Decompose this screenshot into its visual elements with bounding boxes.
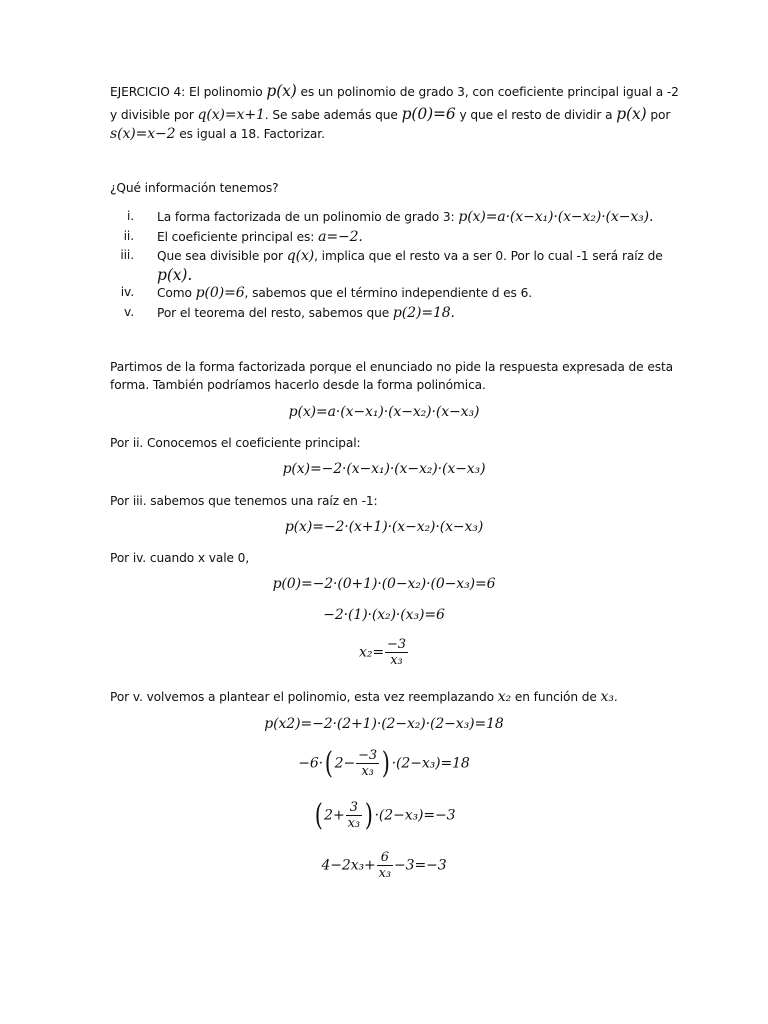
math-sx: s(x)=x−2 (110, 126, 176, 142)
list-text (157, 229, 363, 245)
exercise-text: y que el resto de dividir a (455, 108, 617, 122)
equation-8 (0, 745, 768, 781)
equation-8-inner: 2− (334, 755, 356, 772)
equation-10-suffix: −3=−3 (394, 857, 447, 874)
list-math: p(2)=18. (392, 305, 455, 321)
por-iii-text: Por iii. sabemos que tenemos una raíz en -1: (110, 494, 378, 508)
fraction-numerator: 6 (377, 850, 393, 866)
fraction-numerator: −3 (358, 748, 378, 763)
exercise-text: . Se sabe además que (264, 108, 402, 122)
fraction-numerator: 3 (346, 800, 362, 816)
equation-6 (0, 637, 768, 668)
fraction-numerator: −3 (386, 637, 406, 652)
paragraph-line-1: Partimos de la forma factorizada porque el enunciado no pide la respuesta expresada de esta (110, 360, 674, 374)
por-v-text (110, 689, 618, 705)
fraction (346, 800, 362, 831)
equation-1: p(x)=a·(x−x₁)·(x−x₂)·(x−x₃) (288, 404, 480, 420)
list-text (157, 266, 192, 284)
exercise-text: y divisible por (110, 108, 198, 122)
por-v-text-part: . (613, 690, 618, 704)
equation-6-lhs: x₂= (359, 644, 384, 661)
right-paren: ) (364, 797, 373, 833)
equation-10-prefix: 4−2x₃+ (321, 857, 376, 874)
list-text-part: El coeficiente principal es: (157, 230, 319, 244)
fraction-denominator: x₃ (361, 764, 374, 779)
left-paren: ( (314, 797, 323, 833)
list-number: iv. (120, 285, 134, 299)
list-text-part: , sabemos que el término independiente d es 6. (244, 286, 533, 300)
list-math: q(x) (286, 248, 315, 264)
exercise-line-1 (110, 82, 679, 100)
equation-8-prefix: −6· (298, 755, 324, 772)
math-p0: p(0)=6 (401, 105, 456, 123)
por-iv-text: Por iv. cuando x vale 0, (110, 551, 250, 565)
left-paren: ( (324, 745, 333, 781)
list-text-part: Como (157, 286, 196, 300)
list-text-part: La forma factorizada de un polinomio de grado 3: (157, 210, 459, 224)
exercise-line-2 (110, 105, 670, 123)
list-number: i. (126, 209, 134, 223)
exercise-text: EJERCICIO 4: El polinomio (110, 85, 267, 99)
equation-5: −2·(1)·(x₂)·(x₃)=6 (323, 607, 445, 623)
math-px: p(x) (266, 82, 297, 100)
list-text (157, 285, 532, 301)
equation-7: p(x2)=−2·(2+1)·(2−x₂)·(2−x₃)=18 (264, 716, 504, 732)
math-x2: x₂ (497, 689, 512, 705)
list-text-part: Que sea divisible por (157, 249, 287, 263)
list-text (157, 305, 455, 321)
fraction (377, 850, 393, 881)
exercise-text: es un polinomio de grado 3, con coeficiente principal igual a -2 (296, 85, 679, 99)
equation-10 (0, 850, 768, 881)
list-math: a=−2. (318, 229, 363, 245)
equation-9-inner: 2+ (324, 807, 345, 824)
exercise-text: es igual a 18. Factorizar. (175, 127, 325, 141)
list-number: v. (124, 305, 134, 319)
question-heading: ¿Qué información tenemos? (110, 181, 279, 195)
equation-3: p(x)=−2·(x+1)·(x−x₂)·(x−x₃) (284, 519, 484, 535)
math-px: p(x) (616, 105, 647, 123)
equation-2: p(x)=−2·(x−x₁)·(x−x₂)·(x−x₃) (282, 461, 486, 477)
right-paren: ) (381, 745, 390, 781)
equation-9 (0, 797, 768, 833)
fraction (356, 748, 379, 779)
fraction-denominator: x₃ (378, 866, 391, 881)
math-x3: x₃ (600, 689, 614, 705)
list-text-part: , implica que el resto va a ser 0. Por lo cual -1 será raíz de (314, 249, 663, 263)
paragraph-line-2: forma. También podríamos hacerlo desde la forma polinómica. (110, 378, 486, 392)
list-text (157, 209, 653, 225)
por-ii-text: Por ii. Conocemos el coeficiente principal: (110, 436, 361, 450)
list-math: p(x)=a·(x−x₁)·(x−x₂)·(x−x₃). (458, 209, 654, 225)
list-number: ii. (123, 229, 134, 243)
exercise-text: por (646, 108, 671, 122)
list-math: p(0)=6 (195, 285, 245, 301)
exercise-line-3 (110, 126, 325, 142)
list-text (157, 248, 663, 264)
fraction-denominator: x₃ (390, 653, 403, 668)
math-qx: q(x)=x+1 (197, 107, 265, 123)
fraction-denominator: x₃ (347, 816, 360, 831)
equation-9-suffix: ·(2−x₃)=−3 (374, 807, 456, 824)
por-v-text-part: Por v. volvemos a plantear el polinomio, esta vez reemplazando (110, 690, 498, 704)
equation-4: p(0)=−2·(0+1)·(0−x₂)·(0−x₃)=6 (272, 576, 496, 592)
equation-8-suffix: ·(2−x₃)=18 (391, 755, 470, 772)
list-text-part: Por el teorema del resto, sabemos que (157, 306, 393, 320)
fraction (385, 637, 408, 668)
por-v-text-part: en función de (511, 690, 601, 704)
list-math: p(x). (157, 266, 193, 284)
list-number: iii. (120, 248, 134, 262)
